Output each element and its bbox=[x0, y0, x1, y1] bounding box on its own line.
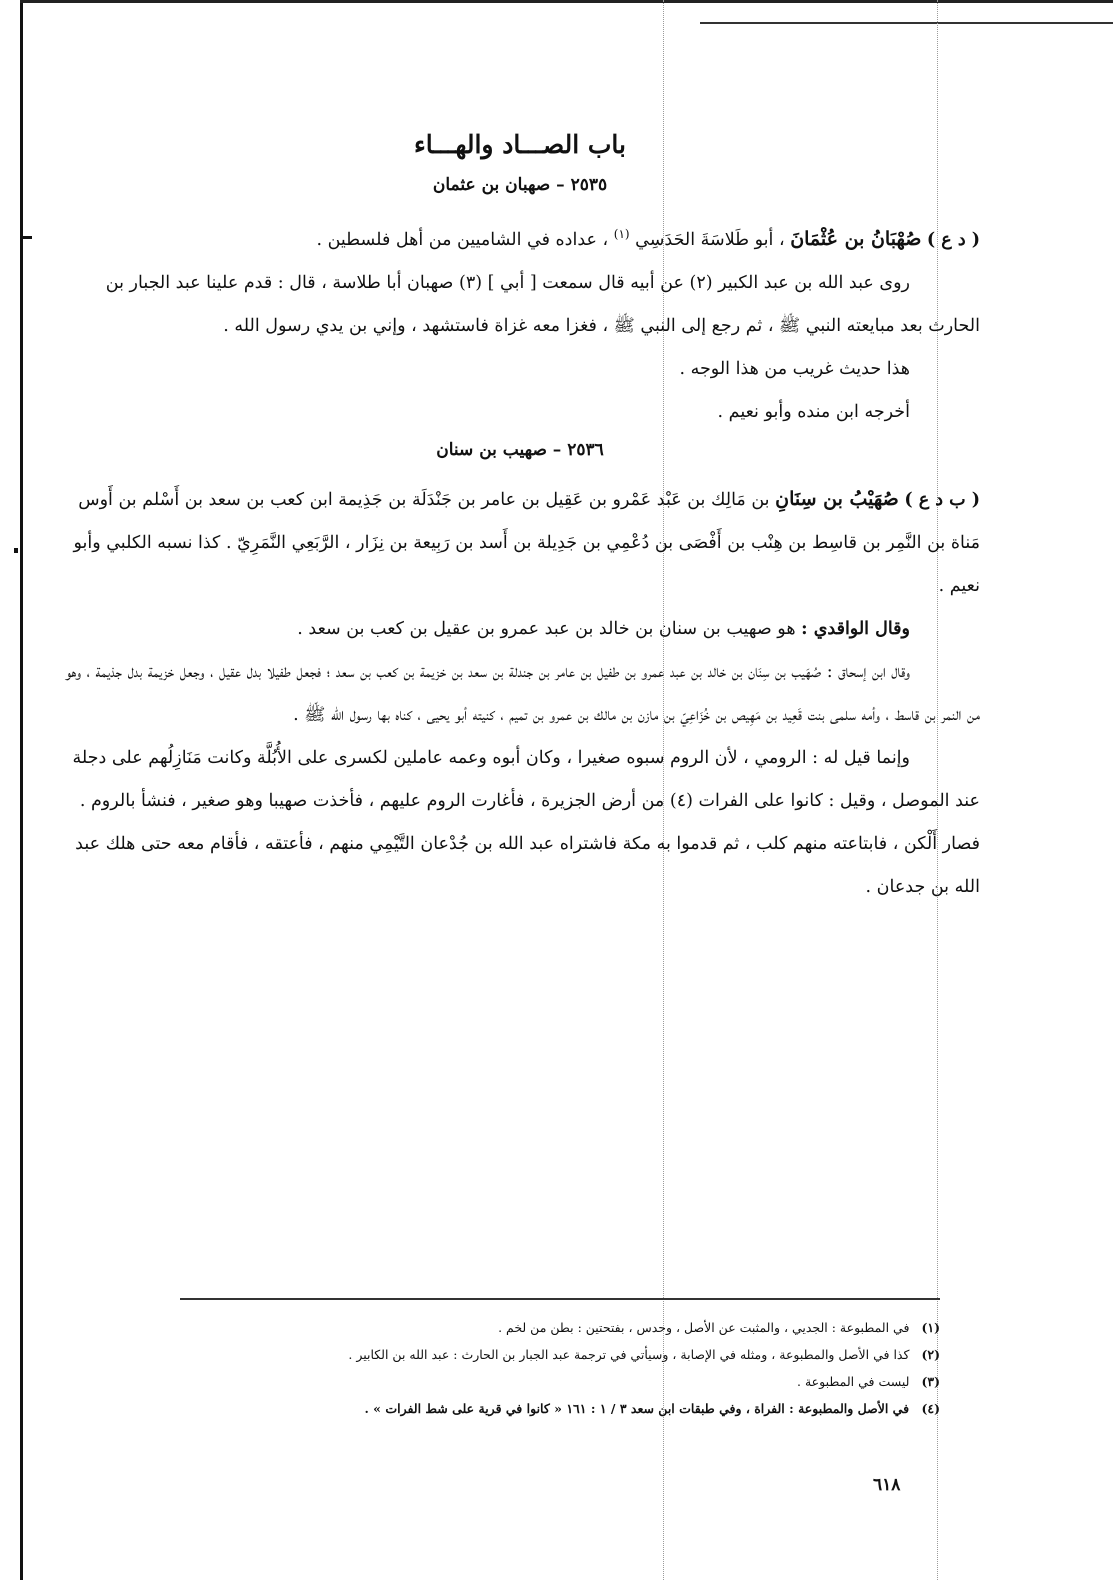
entry-paragraph: وقال ابن إسحاق : صُهَيب بن سِنَان بن خالد بن عبد عمرو بن طفيل بن عامر بن جندلة بن سعد بن خزيمة بن كعب بن سعد ؛ فجعل طفيلا بدل عقيل ، وجعل خزيمة بدل جذيمة ، وهو من النمر بن قاسط ، وأمه سلمى بنت قَعِيد بن مَهِيص بن خُزَاعِيّ بن مازن بن مالك بن عمرو بن تميم ، كنيته أبو يحيى ، كناه بها رسول الله ﷺ . bbox=[65, 661, 980, 725]
entry-paragraph: وإنما قيل له : الرومي ، لأن الروم سبوه صغيرا ، وكان أبوه وعمه عاملين لكسرى على الأُبُلَّة وكانت مَنَازِلُهم على دجلة عند الموصل ، وقيل : كانوا على الفرات (٤) من أرض الجزيرة ، فأغارت الروم عليهم ، فأخذت صهيبا وهو صغير ، فنشأ بالروم . فصار أَلْكن ، فابتاعته منهم كلب ، ثم قدموا به مكة فاشتراه عبد الله بن جُدْعان التَّيْمِي منهم ، فأعتقه ، فأقام معه حتى هلك عبد الله بن جدعان . bbox=[72, 747, 980, 897]
scan-dot bbox=[14, 548, 18, 553]
footnote-ref: (١) bbox=[613, 227, 630, 241]
page-number: ٦١٨ bbox=[873, 1475, 901, 1495]
paragraph-text: ، عداده في الشاميين من أهل فلسطين . bbox=[316, 229, 609, 250]
footnote bbox=[180, 1314, 940, 1341]
footnote-text: في الأصل والمطبوعة : الفراة ، وفي طبقات ابن سعد ٣ / ١ : ١٦١ « كانوا في قرية على شط الفرات » . bbox=[364, 1401, 910, 1416]
scan-edge-top-right bbox=[700, 22, 1113, 24]
entry-paragraph bbox=[60, 478, 980, 608]
entry-paragraph: أخرجه ابن منده وأبو نعيم . bbox=[717, 401, 910, 422]
chapter-heading: باب الصـــاد والهـــاء bbox=[414, 130, 626, 159]
quoted-source: وقال الواقدي : bbox=[801, 618, 910, 639]
entry-title: ٢٥٣٥ – صهبان بن عثمان bbox=[432, 175, 608, 195]
footnote bbox=[180, 1341, 940, 1368]
footnotes bbox=[180, 1298, 940, 1422]
footnote-number: (١) bbox=[921, 1320, 940, 1335]
paragraph-text: هو صهيب بن سنان بن خالد بن عبد عمرو بن عقيل بن كعب بن سعد . bbox=[297, 618, 796, 639]
source-codes: ( ب د ع ) bbox=[904, 489, 980, 510]
entry-paragraph: روى عبد الله بن عبد الكبير (٢) عن أبيه قال سمعت [ أبي ] (٣) صهبان أبا طلاسة ، قال : قدم علينا عبد الجبار بن الحارث بعد مبايعته النبي ﷺ ، ثم رجع إلى النبي ﷺ ، فغزا معه غزاة فاستشهد ، وإني بن يدي رسول الله . bbox=[105, 272, 980, 336]
person-name: صُهَيْبُ بن سِنَانِ bbox=[775, 487, 899, 510]
person-name: صُهْبَانُ بن عُثْمَانَ bbox=[790, 227, 922, 250]
entry-paragraph: هذا حديث غريب من هذا الوجه . bbox=[679, 358, 910, 379]
footnote-number: (٣) bbox=[921, 1374, 940, 1389]
footnote bbox=[180, 1368, 940, 1395]
entry-title: ٢٥٣٦ – صهيب بن سنان bbox=[436, 439, 604, 460]
page-body bbox=[60, 130, 980, 909]
entry-paragraph bbox=[60, 213, 980, 262]
source-codes: ( د ع ) bbox=[926, 229, 980, 250]
scan-mark bbox=[23, 236, 32, 239]
paragraph-text: بن مَالِك بن عَبْد عَمْرو بن عَقِيل بن عامر بن جَنْدَلَة بن جَذِيمة ابن كعب بن سعد بن أَسْلم بن أَوس مَناة بن النَّمِر بن قاسِط بن هِنْب بن أَفْصَى بن دُعْمِي بن جَدِيلة بن أَسد بن رَبِيعة بن نِزَار ، الرَّبَعِي النَّمَرِيّ . كذا نسبه الكلبي وأبو نعيم . bbox=[73, 489, 980, 596]
footnote-text: في المطبوعة : الجديي ، والمثبت عن الأصل ، وحدس ، بفتحتين : بطن من لخم . bbox=[498, 1320, 910, 1335]
footnote-number: (٤) bbox=[921, 1401, 940, 1416]
entry-paragraph bbox=[60, 608, 980, 651]
paragraph-text: ، أبو طَلاسَةَ الحَدَسِي bbox=[635, 229, 785, 250]
footnote-text: كذا في الأصل والمطبوعة ، ومثله في الإصابة ، وسيأتي في ترجمة عبد الجبار بن الحارث : عبد الله بن الكابير . bbox=[348, 1347, 910, 1362]
footnote-text: ليست في المطبوعة . bbox=[797, 1374, 910, 1389]
footnote bbox=[180, 1395, 940, 1422]
scan-edge-top bbox=[20, 0, 1113, 3]
footnote-number: (٢) bbox=[921, 1347, 940, 1362]
